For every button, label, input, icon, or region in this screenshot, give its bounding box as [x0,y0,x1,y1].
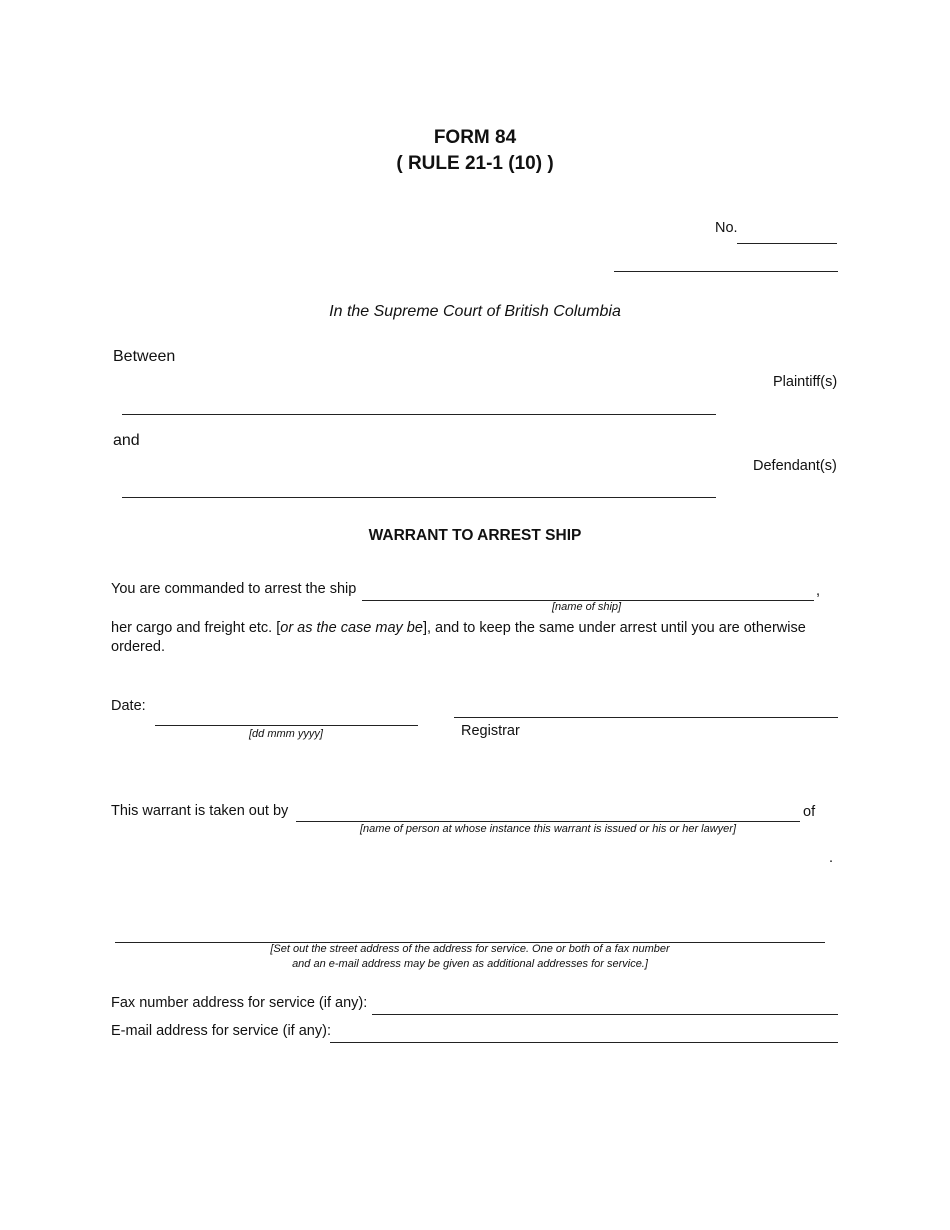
document-title: WARRANT TO ARREST SHIP [368,527,582,544]
taken-out-period: . [829,850,834,866]
command-line-2-italic: or as the case may be [280,620,423,636]
defendant-field[interactable] [122,497,716,498]
fax-field[interactable] [372,1014,838,1015]
taken-out-by-field[interactable] [296,821,800,822]
registry-field[interactable] [614,271,838,272]
email-field[interactable] [330,1042,838,1043]
command-line-2-part-1: her cargo and freight etc. [ [111,620,281,636]
date-caption: [dd mmm yyyy] [249,728,323,740]
no-field[interactable] [737,243,837,244]
command-line-2-part-2: ], and to keep the same under arrest until you are otherwise [422,620,806,636]
email-label: E-mail address for service (if any): [111,1023,331,1039]
taken-out-suffix: of [803,804,816,820]
rule-reference: ( RULE 21-1 (10) ) [396,153,554,174]
date-field[interactable] [155,725,418,726]
command-comma: , [816,583,821,599]
registrar-label: Registrar [461,723,520,739]
court-name: In the Supreme Court of British Columbia [329,303,621,320]
command-line-3: ordered. [111,639,166,655]
registrar-signature-field[interactable] [454,717,838,718]
plaintiff-label: Plaintiff(s) [773,374,838,390]
address-caption-line-2: and an e-mail address may be given as additional addresses for service.] [292,958,648,970]
command-prefix: You are commanded to arrest the ship [111,581,357,597]
plaintiff-field[interactable] [122,414,716,415]
address-caption-line-1: [Set out the street address of the address for service. One or both of a fax number [270,943,670,955]
date-label: Date: [111,698,146,714]
form-title: FORM 84 [433,127,517,148]
and-label: and [113,432,140,449]
no-label: No. [715,220,738,236]
taken-out-prefix: This warrant is taken out by [111,803,289,819]
ship-name-caption: [name of ship] [552,601,622,613]
defendant-label: Defendant(s) [753,458,837,474]
taken-out-caption: [name of person at whose instance this warrant is issued or his or her lawyer] [360,823,737,835]
fax-label: Fax number address for service (if any): [111,995,368,1011]
between-label: Between [113,348,176,365]
command-line-2 [111,620,806,636]
